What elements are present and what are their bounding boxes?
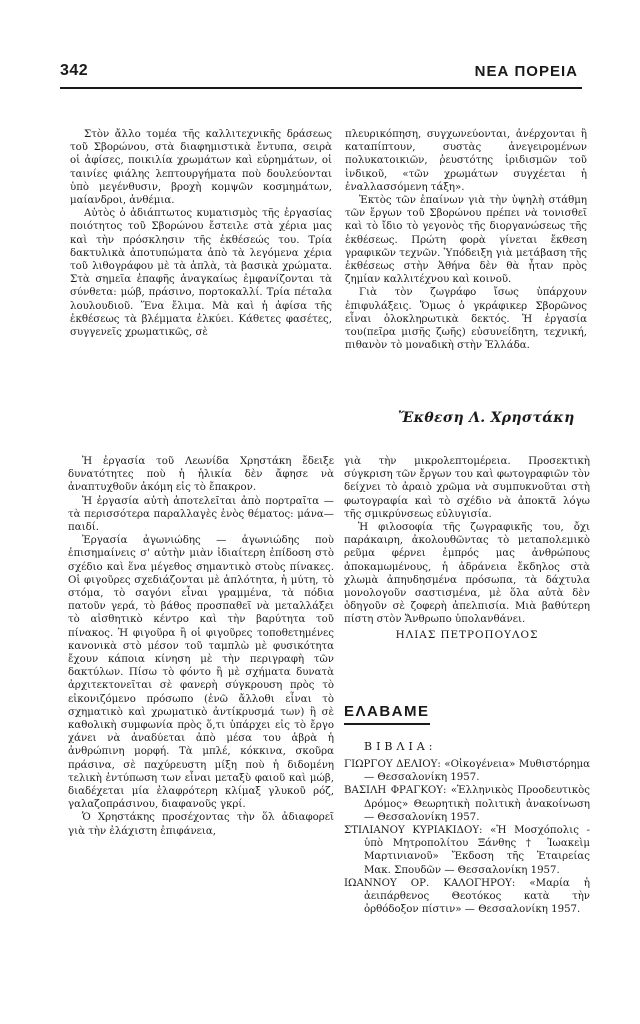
book-entry: ΣΤΙΛΙΑΝΟΥ ΚΥΡΙΑΚΙΔΟΥ: «Ἡ Μοσχόπολις - ὑπὸ Μητροπολίτου Ξάνθης † Ἰωακεὶμ Μαρτινιανοῦ» Ἔκδοση τῆς Ἑταιρείας Μακ. Σπουδῶν — Θεσσαλονίκη 1957. <box>344 825 590 876</box>
paragraph: Στὸν ἄλλο τομέα τῆς καλλιτεχνικῆς δράσεως τοῦ Σβορώνου, στὰ διαφημιστικὰ ἔντυπα, σειρὰ οἱ ἀφίσες, ποικιλία χρωμάτων καὶ εὑρημάτων, οἱ ταινίες φιάλης λεπτουργήματα ποὺ δουλεύονται ὑπὸ μεγένθυσιν, βροχὴ κομψῶν κοσμημάτων, μαίανδροι, ἀνθέμια. <box>70 129 332 207</box>
books-label: ΒΙΒΛΙΑ: <box>364 740 437 753</box>
paragraph: Ἡ φιλοσοφία τῆς ζωγραφικῆς του, ὄχι παράκαιρη, ἀκολουθῶντας τὸ μεταπολεμικὸ ρεῦμα φέρνει ἐμπρός μας ἀνθρώπους ἀποκαμωμένους, ἡ ἀδράνεια ἔκδηλος στὰ χλωμὰ ἀπηυδησμένα πρόσωπα, τὰ δάχτυλα μονολογοῦν σαστισμένα, μὲ ὅλα αὐτὰ δὲν ὁδηγοῦν σὲ ζοφερὴ ἀπελπισία. Μιὰ βαθύτερη πίστη στὸν Ἄνθρωπο ὑπολανθάνει. <box>344 522 590 626</box>
paragraph: Ὁ Χρηστάκης προσέχοντας τὴν ὅλ ἀδιαφορεῖ γιὰ τὴν ἐλάχιστη ἐπιφάνεια, <box>68 812 334 837</box>
journal-title: ΝΕΑ ΠΟΡΕΙΑ <box>474 63 578 80</box>
page-number: 342 <box>60 62 89 79</box>
paragraph: Αὐτὸς ὁ ἀδιάπτωτος κυματισμὸς τῆς ἐργασίας ποιότητος τοῦ Σβορώνου ἔστειλε στὰ χέρια μας καὶ τὴν πρόσκλησιν τῆς ἐκθέσεώς του. Τρία δακτυλικὰ ἀποτυπώματα ἀπὸ τὰ λεγόμενα χέρια τοῦ λιθογράφου μὲ τὰ ἁπλὰ, τὰ βασικὰ χρώματα. Στὰ σημεῖα ἐπαφῆς ἀναγκαίως ἐμφανίζονται τὰ σύνθετα: μώβ, πράσινο, πορτοκαλλί. Τρία πέταλα λουλουδιοῦ. Ἕνα ἔλιμα. Μὰ καὶ ἡ ἀφίσα τῆς ἐκθέσεως τὰ βλέμματα ἑλκύει. Κάθετες φασέτες, συγγενεῖς χρωματικῶς, σὲ <box>70 208 332 339</box>
paragraph: γιὰ τὴν μικρολεπτομέρεια. Προσεκτικὴ σύγκριση τῶν ἔργων του καὶ φωτογραφιῶν τὸν δείχνει τὸ ἀραιὸ χρῶμα νὰ συμπυκνοῦται στὴ φωτογραφία καὶ τὸ σχέδιο νὰ ἀποκτᾶ λόγω τῆς σμικρύνσεως εὐλυγισία. <box>344 456 590 520</box>
header-rule <box>60 87 582 89</box>
paragraph: πλευρικόπηση, συγχωνεύονται, ἀνέρχονται ἢ καταπίπτουν, συστὰς ἀνεγειρομένων πολυκατοικιῶν, ῥευστότης ἰριδισμῶν τοῦ ἰνδικοῦ, «τῶν χρωμάτων συγχέεται ἡ ἐναλλασσόμενη τάξη». <box>345 129 587 193</box>
section-title: ΕΛΑΒΑΜΕ <box>344 703 430 720</box>
paragraph: Ἡ ἐργασία τοῦ Λεωνίδα Χρηστάκη ἔδειξε δυνατότητες ποὺ ἡ ἡλικία δὲν ἄφησε νὰ ἀναπτυχθοῦν ἀκόμη εἰς τὸ ἔπακρον. <box>68 456 334 494</box>
section-rule <box>344 723 430 725</box>
article-column-top-right <box>345 128 587 352</box>
paragraph: Γιὰ τὸν ζωγράφο ἴσως ὑπάρχουν ἐπιφυλάξεις. Ὅμως ὁ γκράφικερ Σβορῶνος εἶναι ὁλοκληρωτικὰ δεκτός. Ἡ ἐργασία του(πεῖρα μισῆς ζωῆς) εὐσυνείδητη, τεχνική, πιθανὸν τὸ μοναδικὴ στὴν Ἑλλάδα. <box>345 287 587 352</box>
book-entry: ΒΑΣΙΛΗ ΦΡΑΓΚΟΥ: «Ἑλληνικὸς Προοδευτικὸς Δρόμος» Θεωρητικὴ πολιτικὴ ἀνακοίνωση — Θεσσαλονίκη 1957. <box>344 785 590 823</box>
exhibit-heading: Ἔκθεση Λ. Χρηστάκη <box>398 410 575 426</box>
article-column-top-left <box>70 128 332 339</box>
article-column-bottom-right <box>344 455 590 642</box>
author-signature: ΗΛΙΑΣ ΠΕΤΡΟΠΟΥΛΟΣ <box>395 628 539 641</box>
books-list <box>344 758 590 916</box>
received-section-heading <box>344 703 428 725</box>
book-entry: ΓΙΩΡΓΟΥ ΔΕΛΙΟΥ: «Οἰκογένεια» Μυθιστόρημα — Θεσσαλονίκη 1957. <box>344 759 590 784</box>
paragraph: Ἐργασία ἀγωνιώδης — ἀγωνιώδης ποὺ ἐπισημαίνεις σ' αὐτὴν μιὰν ἰδιαίτερη ἐπίδοση στὸ σχέδιο καὶ ἕνα μέγεθος σημαντικὸ στοὺς πίνακες. Οἱ φιγοῦρες σχεδιάζονται μὲ ἁπλότητα, ἡ μύτη, τὸ στόμα, τὸ σαγόνι εἶναι γραμμένα, τὰ πόδια πατοῦν γερά, τὸ βάθος προσπαθεῖ νὰ μεταλλάξει τὸ αἰσθητικὸ κέντρο καὶ τὴν βαρύτητα τοῦ πίνακος. Ἡ φιγοῦρα ἢ οἱ φιγοῦρες τοποθετημένες κανονικὰ στὸ μέσον τοῦ ταμπλὼ μὲ φυσικότητα ἔχουν κάποια κίνηση μὲ τὴν περιγραφὴ τῶν δακτύλων. Πίσω τὸ φόντο ἢ μὲ σχήματα δυνατὰ ἀρχιτεκτονεῖται σὲ φανερὴ σύγκρουση πρὸς τὸ εἰκονιζόμενο πρόσωπο (ἐνῶ ἄλλοθι εἶναι τὸ σχηματικὸ καὶ χρωματικὸ ἀντίκρυσμά των) ἢ σὲ καθολικὴ συμφωνία πρὸς ὅ,τι ὑπάρχει εἰς τὸ ἔργο χάνει νὰ ἀναδύεται ἀπὸ μέσα του ἁβρὰ ἡ ἀνθρώπινη μορφή. Τὰ μπλέ, κόκκινα, σκοῦρα πράσινα, σὲ παχύρευστη μίξη ποὺ ἡ διδομένη τελικὴ ἐντύπωση των εἶναι μεταξὺ φαιοῦ καὶ μώβ, διαδέχεται μία ἐλαφρότερη κλίμαξ γλυκοῦ ρόζ, γαλαζοπράσινου, διαφανοῦς γκρί. <box>68 535 334 811</box>
paragraph: Ἡ ἐργασία αὐτὴ ἀποτελεῖται ἀπὸ πορτραῖτα — τὰ περισσότερα παραλλαγὲς ἑνὸς θέματος: μάνα—παιδί. <box>68 495 334 534</box>
paragraph: Ἐκτὸς τῶν ἐπαίνων γιὰ τὴν ὑψηλὴ στάθμη τῶν ἔργων τοῦ Σβορώνου πρέπει νὰ τονισθεῖ καὶ τὸ ἴδιο τὸ γεγονὸς τῆς διοργανώσεως τῆς ἐκθέσεως. Πρώτη φορὰ γίνεται ἔκθεση γραφικῶν τεχνῶν. Ὑπόδειξη γιὰ μετάβαση τῆς ἐκθέσεως στὴν Ἀθήνα δὲν θὰ ἦταν πρὸς ζημίαν καλλιτέχνου καὶ κοινοῦ. <box>345 195 587 286</box>
book-entry: ΙΩΑΝΝΟΥ ΟΡ. ΚΑΛΟΓΗΡΟΥ: «Μαρία ἡ ἀειπάρθενος Θεοτόκος κατὰ τὴν ὀρθόδοξον πίστιν» — Θεσσαλονίκη 1957. <box>344 877 590 916</box>
article-column-bottom-left <box>68 455 334 838</box>
